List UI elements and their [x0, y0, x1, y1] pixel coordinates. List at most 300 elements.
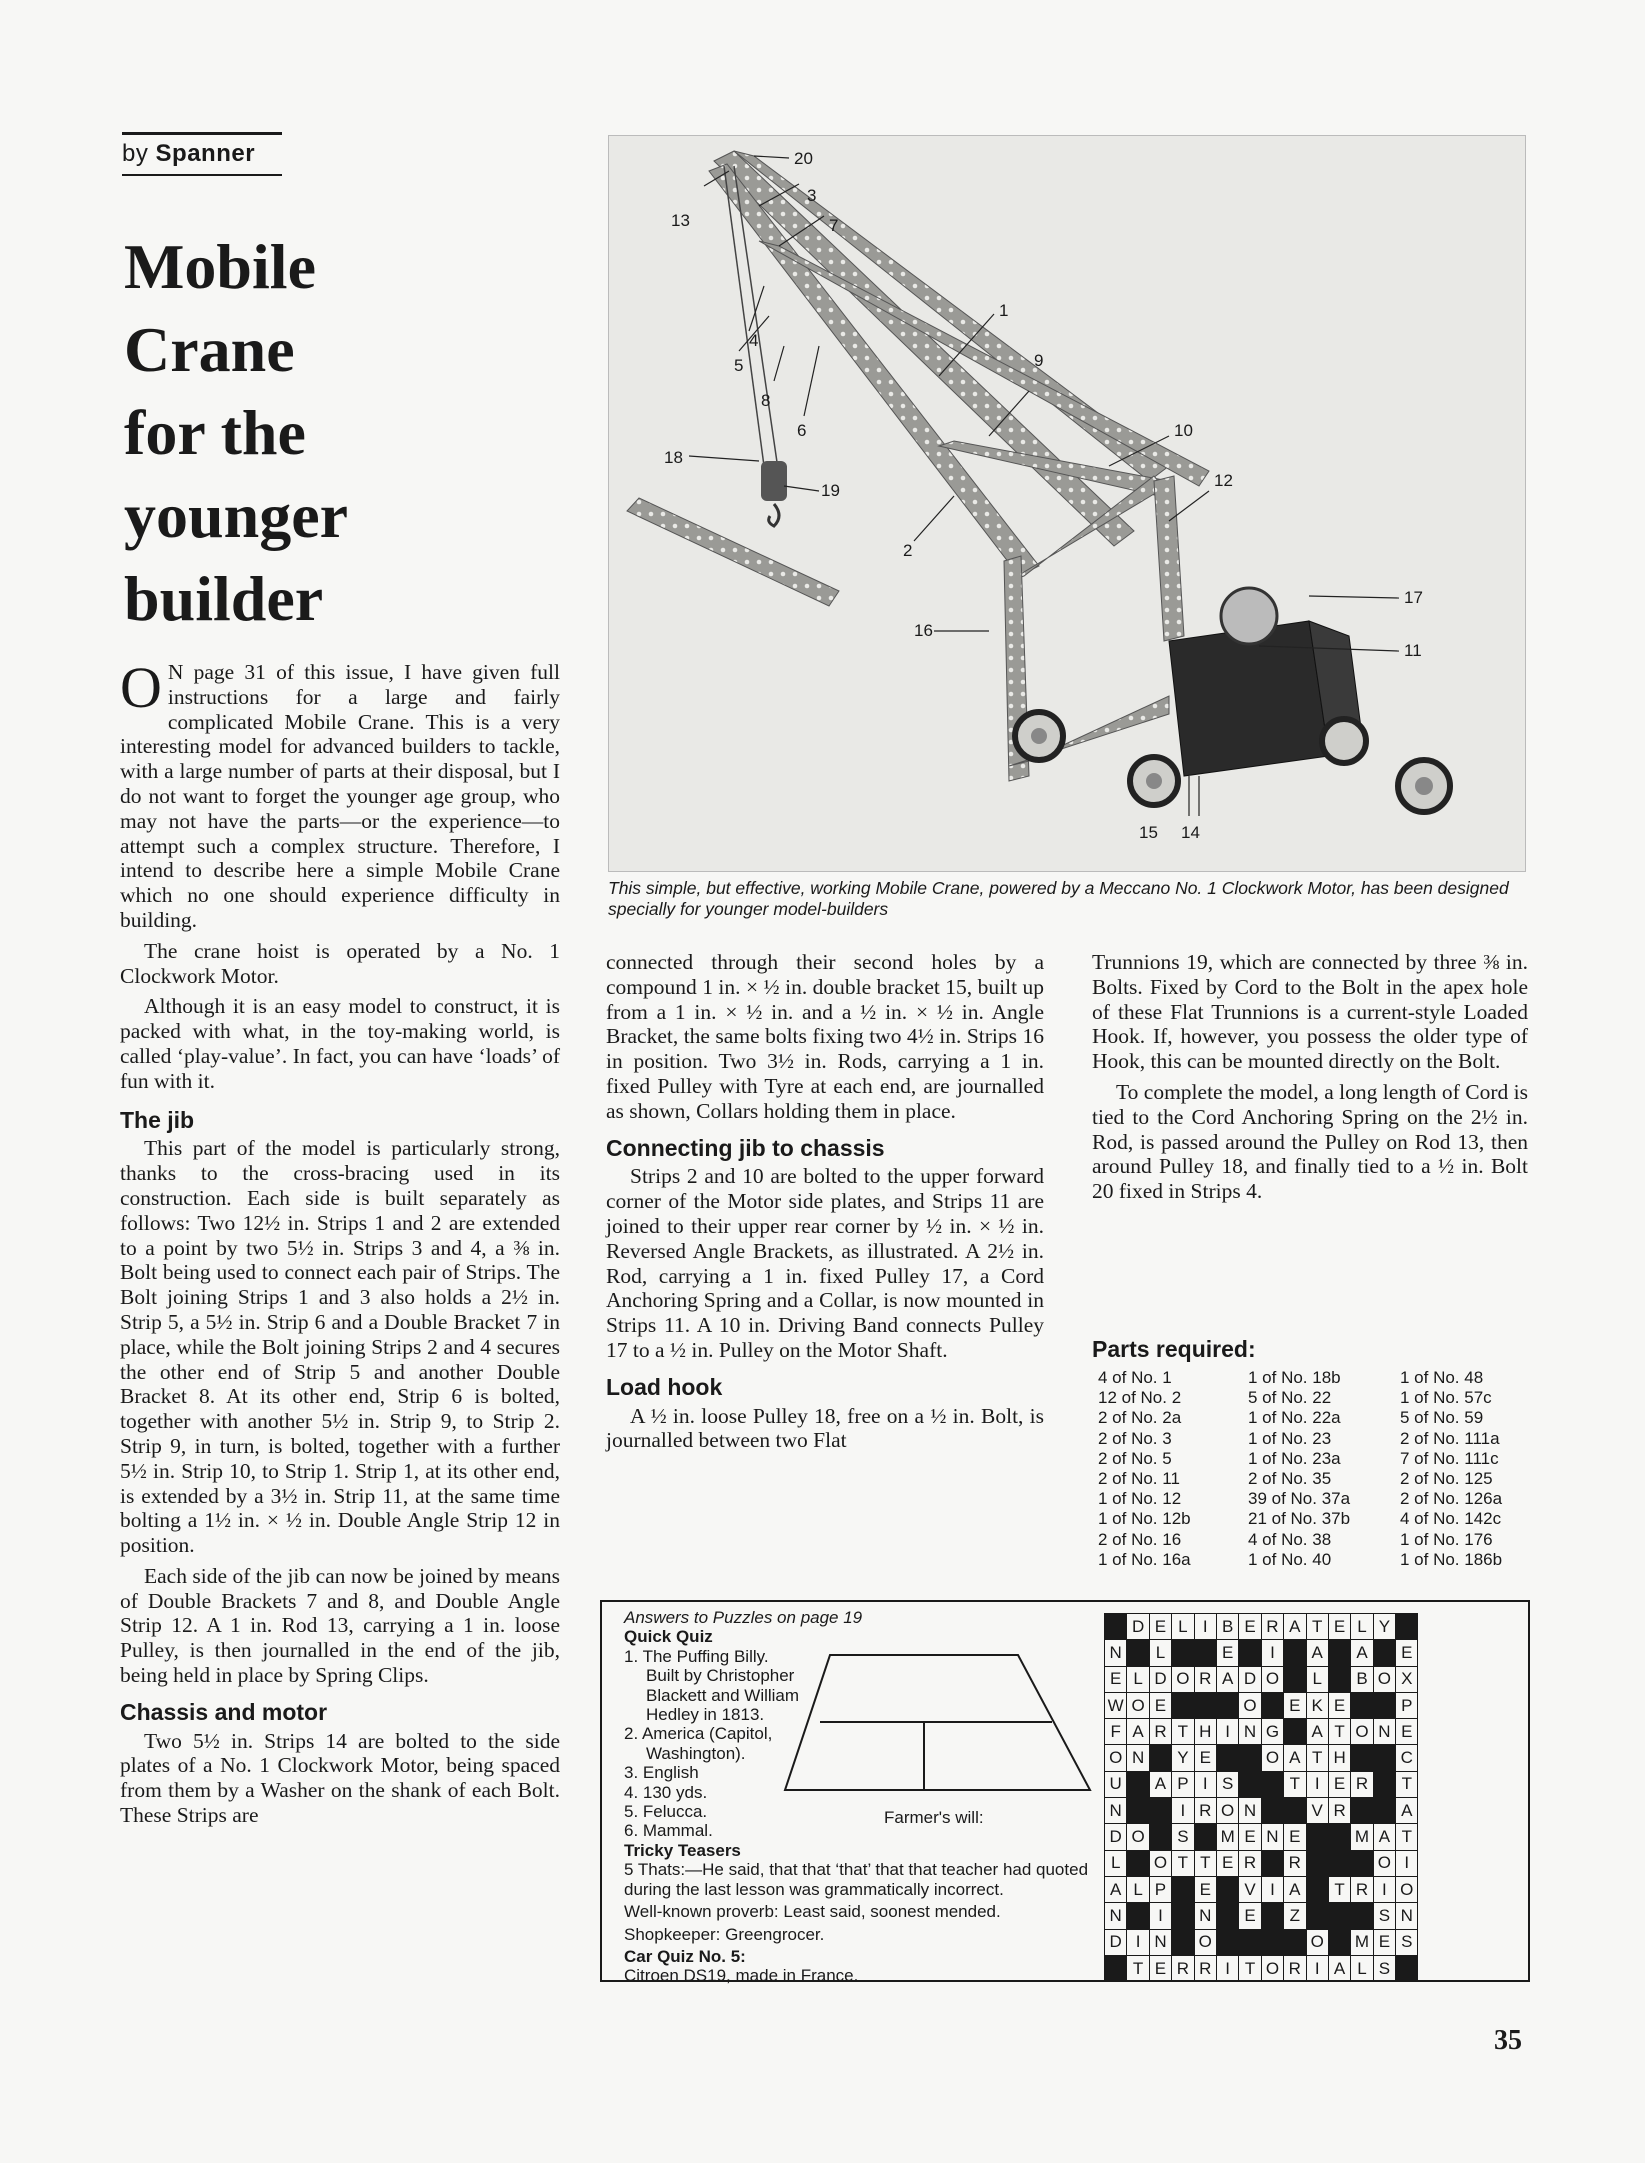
section-heading-chassis: Chassis and motor	[120, 1698, 328, 1725]
body-paragraph: To complete the model, a long length of Cord is tied to the Cord Anchoring Spring on the 2½ in. Rod, is passed around the Pulley on Rod 13, then around Pulley 18, and finally tied to a ½ in. Bolt 20 fixed in Strips 4.	[1092, 1079, 1528, 1204]
parts-heading: Parts required:	[1092, 1336, 1256, 1362]
crossword-black-square	[1373, 1692, 1395, 1718]
farmers-will-diagram	[780, 1640, 1100, 1815]
parts-column-3	[1400, 1368, 1530, 1570]
part-item: 7 of No. 111c	[1400, 1448, 1499, 1468]
crossword-black-square	[1306, 1903, 1328, 1929]
crossword-black-square	[1396, 1614, 1418, 1640]
body-paragraph: Two 5½ in. Strips 14 are bolted to the side plates of a No. 1 Clockwork Motor, being spaced from them by a Washer on the shank of each Bolt. These Strips are	[120, 1728, 560, 1828]
crossword-black-square	[1149, 1745, 1171, 1771]
byline-underline	[122, 174, 282, 176]
crossword-black-square	[1373, 1798, 1395, 1824]
crossword-black-square	[1172, 1929, 1194, 1955]
crossword-black-square	[1306, 1850, 1328, 1876]
crossword-solution	[1104, 1613, 1418, 1982]
quiz-answer: Washington).	[646, 1743, 746, 1763]
crane-illustration	[609, 136, 1525, 871]
part-item: 1 of No. 48	[1400, 1368, 1484, 1387]
part-item: 1 of No. 176	[1400, 1529, 1493, 1549]
photo-label: 4	[749, 331, 759, 350]
teaser-answer: Shopkeeper: Greengrocer.	[624, 1924, 825, 1944]
photo-label: 9	[1034, 351, 1044, 370]
crossword-letter: A	[1284, 1745, 1306, 1771]
photo-label: 1	[999, 301, 1009, 320]
crossword-letter: E	[1194, 1876, 1216, 1902]
photo-label: 5	[734, 356, 744, 375]
part-item: 1 of No. 12	[1098, 1489, 1182, 1509]
part-item: 2 of No. 125	[1400, 1469, 1493, 1489]
crossword-black-square	[1172, 1903, 1194, 1929]
crossword-black-square	[1127, 1640, 1149, 1666]
crossword-letter: R	[1284, 1955, 1306, 1981]
page-number: 35	[1494, 2025, 1522, 2056]
section-heading-jib: The jib	[120, 1106, 195, 1133]
crossword-black-square	[1396, 1955, 1418, 1981]
car-quiz-heading: Car Quiz No. 5:	[624, 1946, 746, 1966]
crossword-letter: U	[1105, 1771, 1127, 1797]
crossword-letter: E	[1396, 1719, 1418, 1745]
crossword-letter: D	[1127, 1614, 1149, 1640]
part-item: 1 of No. 12b	[1098, 1509, 1191, 1529]
crossword-black-square	[1351, 1692, 1373, 1718]
crossword-black-square	[1261, 1903, 1283, 1929]
crossword-black-square	[1351, 1903, 1373, 1929]
photo-label: 10	[1174, 421, 1193, 440]
crossword-letter: M	[1216, 1824, 1238, 1850]
crossword-letter: L	[1172, 1614, 1194, 1640]
crossword-letter: O	[1194, 1929, 1216, 1955]
crossword-letter: L	[1149, 1640, 1171, 1666]
crossword-black-square	[1239, 1929, 1261, 1955]
crossword-row	[1105, 1745, 1418, 1771]
crossword-letter: O	[1261, 1666, 1283, 1692]
crossword-letter: V	[1306, 1798, 1328, 1824]
crossword-letter: O	[1149, 1850, 1171, 1876]
part-item: 21 of No. 37b	[1248, 1509, 1351, 1529]
crossword-black-square	[1194, 1640, 1216, 1666]
crossword-letter: N	[1149, 1929, 1171, 1955]
crossword-letter: I	[1127, 1929, 1149, 1955]
crossword-row	[1105, 1955, 1418, 1981]
crossword-letter: O	[1172, 1666, 1194, 1692]
tricky-teasers-heading: Tricky Teasers	[624, 1840, 741, 1860]
crossword-row	[1105, 1771, 1418, 1797]
crossword-black-square	[1284, 1929, 1306, 1955]
part-item: 1 of No. 186b	[1400, 1549, 1503, 1569]
crossword-letter: T	[1172, 1850, 1194, 1876]
crossword-black-square	[1172, 1876, 1194, 1902]
crossword-letter: E	[1328, 1614, 1350, 1640]
crossword-black-square	[1261, 1771, 1283, 1797]
crossword-black-square	[1194, 1692, 1216, 1718]
crossword-black-square	[1149, 1798, 1171, 1824]
crossword-letter: A	[1306, 1640, 1328, 1666]
crossword-letter: T	[1284, 1771, 1306, 1797]
part-item: 2 of No. 111a	[1400, 1428, 1500, 1448]
crossword-letter: A	[1306, 1719, 1328, 1745]
crossword-letter: N	[1194, 1903, 1216, 1929]
photo-label: 19	[821, 481, 840, 500]
crossword-letter: R	[1194, 1798, 1216, 1824]
part-item: 39 of No. 37a	[1248, 1489, 1351, 1509]
part-item: 5 of No. 22	[1248, 1388, 1332, 1408]
crossword-letter: V	[1239, 1876, 1261, 1902]
crossword-letter: L	[1127, 1666, 1149, 1692]
crossword-letter: G	[1261, 1719, 1283, 1745]
answers-title: Answers to Puzzles on page 19	[624, 1608, 863, 1627]
crossword-black-square	[1328, 1640, 1350, 1666]
crossword-letter: E	[1328, 1771, 1350, 1797]
crossword-black-square	[1127, 1903, 1149, 1929]
part-item: 1 of No. 57c	[1400, 1388, 1492, 1408]
crossword-letter: S	[1373, 1955, 1395, 1981]
crossword-letter: O	[1127, 1692, 1149, 1718]
crossword-letter: H	[1194, 1719, 1216, 1745]
quiz-answer: 4. 130 yds.	[624, 1782, 708, 1802]
crossword-letter: S	[1172, 1824, 1194, 1850]
crossword-letter: Y	[1172, 1745, 1194, 1771]
byline-prefix: by	[122, 140, 149, 167]
crossword-black-square	[1127, 1850, 1149, 1876]
byline-top-rule	[122, 132, 282, 135]
title-line: Crane	[124, 314, 295, 385]
crossword-letter: L	[1306, 1666, 1328, 1692]
quiz-answer: 5. Felucca.	[624, 1802, 708, 1822]
photo-label: 3	[807, 186, 817, 205]
crossword-letter: T	[1306, 1745, 1328, 1771]
crossword-letter: E	[1216, 1850, 1238, 1876]
crossword-letter: O	[1373, 1850, 1395, 1876]
crossword-letter: A	[1216, 1666, 1238, 1692]
crossword-row	[1105, 1692, 1418, 1718]
part-item: 4 of No. 1	[1098, 1368, 1172, 1387]
crossword-letter: O	[1351, 1719, 1373, 1745]
crossword-black-square	[1239, 1771, 1261, 1797]
part-item: 2 of No. 5	[1098, 1448, 1172, 1468]
column-2	[606, 950, 1044, 1453]
crossword-letter: E	[1373, 1929, 1395, 1955]
crossword-letter: R	[1261, 1614, 1283, 1640]
part-item: 1 of No. 18b	[1248, 1368, 1341, 1387]
crossword-letter: O	[1105, 1745, 1127, 1771]
crossword-letter: R	[1351, 1771, 1373, 1797]
quiz-answer: 2. America (Capitol,	[624, 1724, 773, 1744]
crossword-letter: E	[1149, 1692, 1171, 1718]
body-paragraph: Each side of the jib can now be joined by means of Double Brackets 7 and 8, and Double Angle Strip 12. A 1 in. Rod 13, carrying a 1 in. loose Pulley, is then journalled in the end of the jib, being held in place by Spring Clips.	[120, 1563, 560, 1688]
crossword-letter: B	[1351, 1666, 1373, 1692]
byline	[122, 140, 255, 168]
crossword-black-square	[1328, 1850, 1350, 1876]
part-item: 2 of No. 2a	[1098, 1408, 1182, 1428]
section-heading-load-hook: Load hook	[606, 1373, 723, 1400]
crossword-letter: D	[1149, 1666, 1171, 1692]
crossword-letter: R	[1194, 1955, 1216, 1981]
part-item: 4 of No. 38	[1248, 1529, 1332, 1549]
crossword-row	[1105, 1929, 1418, 1955]
crossword-black-square	[1328, 1929, 1350, 1955]
crane-photo	[608, 135, 1526, 872]
parts-column-1	[1098, 1368, 1248, 1570]
section-heading-connecting: Connecting jib to chassis	[606, 1134, 885, 1161]
crossword-letter: A	[1373, 1824, 1395, 1850]
photo-label: 16	[914, 621, 933, 640]
part-item: 12 of No. 2	[1098, 1388, 1182, 1408]
photo-label: 12	[1214, 471, 1233, 490]
crossword-letter: S	[1396, 1929, 1418, 1955]
crossword-letter: E	[1396, 1640, 1418, 1666]
crossword-letter: A	[1284, 1614, 1306, 1640]
crossword-black-square	[1149, 1824, 1171, 1850]
crossword-letter: O	[1127, 1824, 1149, 1850]
crossword-black-square	[1127, 1798, 1149, 1824]
crossword-black-square	[1127, 1771, 1149, 1797]
crossword-row	[1105, 1876, 1418, 1902]
part-item: 1 of No. 22a	[1248, 1408, 1341, 1428]
crossword-black-square	[1261, 1929, 1283, 1955]
photo-label: 15	[1139, 823, 1158, 842]
crossword-black-square	[1216, 1876, 1238, 1902]
crossword-letter: N	[1261, 1824, 1283, 1850]
crossword-letter: I	[1261, 1876, 1283, 1902]
crossword-black-square	[1373, 1771, 1395, 1797]
article-title	[124, 225, 544, 640]
crossword-letter: T	[1396, 1824, 1418, 1850]
crossword-black-square	[1216, 1692, 1238, 1718]
title-line: builder	[124, 563, 324, 634]
crossword-black-square	[1261, 1692, 1283, 1718]
intro-paragraph: O N page 31 of this issue, I have given full instructions for a large and fairly complicated Mobile Crane. This is a very interesting model for advanced builders to tackle, with a large number of parts at their disposal, but I do not want to forget the younger age group, who may not have the parts—or the experience—to attempt such a complex structure. Therefore, I intend to describe here a simple Mobile Crane which no one should experience difficulty in building.	[120, 655, 560, 932]
teaser-answer: Well-known proverb: Least said, soonest mended.	[624, 1902, 1001, 1922]
crossword-black-square	[1194, 1824, 1216, 1850]
quiz-answer: 3. English	[624, 1763, 699, 1783]
crossword-letter: L	[1351, 1614, 1373, 1640]
crossword-letter: E	[1216, 1640, 1238, 1666]
quiz-answer: Blackett and William	[646, 1685, 800, 1705]
column-1	[120, 655, 560, 1828]
photo-label: 14	[1181, 823, 1200, 842]
crossword-row	[1105, 1903, 1418, 1929]
crossword-letter: O	[1261, 1745, 1283, 1771]
crossword-black-square	[1351, 1745, 1373, 1771]
crossword-letter: O	[1239, 1692, 1261, 1718]
crossword-letter: E	[1239, 1903, 1261, 1929]
crossword-letter: E	[1149, 1955, 1171, 1981]
crossword-letter: A	[1149, 1771, 1171, 1797]
crossword-row	[1105, 1850, 1418, 1876]
quiz-answer: Built by Christopher	[646, 1666, 795, 1686]
crossword-letter: P	[1172, 1771, 1194, 1797]
crossword-black-square	[1306, 1876, 1328, 1902]
part-item: 1 of No. 40	[1248, 1549, 1332, 1569]
part-item: 2 of No. 35	[1248, 1469, 1332, 1489]
crossword-letter: I	[1216, 1719, 1238, 1745]
crossword-black-square	[1172, 1692, 1194, 1718]
part-item: 5 of No. 59	[1400, 1408, 1484, 1428]
parts-column-2	[1248, 1368, 1398, 1570]
crossword-letter: P	[1149, 1876, 1171, 1902]
part-item: 1 of No. 23	[1248, 1428, 1332, 1448]
crossword-letter: O	[1396, 1876, 1418, 1902]
crossword-letter: O	[1216, 1798, 1238, 1824]
crossword-letter: I	[1172, 1798, 1194, 1824]
body-paragraph: Although it is an easy model to construct, it is packed with what, in the toy-making world, is called ‘play-value’. In fact, you can have ‘loads’ of fun with it.	[120, 994, 560, 1093]
photo-label: 7	[829, 216, 839, 235]
crossword-letter: T	[1396, 1771, 1418, 1797]
crossword-row	[1105, 1640, 1418, 1666]
crossword-black-square	[1373, 1745, 1395, 1771]
crossword-letter: N	[1127, 1745, 1149, 1771]
crossword-letter: R	[1172, 1955, 1194, 1981]
crossword-letter: T	[1172, 1719, 1194, 1745]
crossword-letter: T	[1239, 1955, 1261, 1981]
crossword-letter: N	[1239, 1719, 1261, 1745]
crossword-letter: E	[1239, 1824, 1261, 1850]
crossword-letter: N	[1396, 1903, 1418, 1929]
part-item: 2 of No. 3	[1098, 1428, 1172, 1448]
crossword-letter: N	[1239, 1798, 1261, 1824]
crossword-letter: R	[1194, 1666, 1216, 1692]
crossword-black-square	[1105, 1955, 1127, 1981]
crossword-letter: F	[1105, 1719, 1127, 1745]
crossword-letter: O	[1261, 1955, 1283, 1981]
photo-caption: This simple, but effective, working Mobile Crane, powered by a Meccano No. 1 Clockwork Motor, has been designed specially for younger model-builders	[608, 878, 1509, 919]
crossword-letter: N	[1105, 1640, 1127, 1666]
crossword-letter: L	[1105, 1850, 1127, 1876]
crossword-black-square	[1328, 1903, 1350, 1929]
crossword-letter: A	[1127, 1719, 1149, 1745]
crossword-letter: M	[1351, 1824, 1373, 1850]
crossword-letter: I	[1306, 1955, 1328, 1981]
body-paragraph: Strips 2 and 10 are bolted to the upper forward corner of the Motor side plates, and Strips 11 are joined to their upper rear corner by ½ in. × ½ in. Reversed Angle Brackets, as illustrated. A 2½ in. Rod, carrying a 1 in. fixed Pulley 17, a Cord Anchoring Spring and a Collar, is now mounted in Strips 11. A 10 in. Driving Band connects Pulley 17 to a ½ in. Pulley on the Motor Shaft.	[606, 1164, 1044, 1362]
crossword-letter: E	[1149, 1614, 1171, 1640]
quiz-answer: Hedley in 1813.	[646, 1705, 765, 1725]
crossword-letter: I	[1306, 1771, 1328, 1797]
crossword-letter: E	[1105, 1666, 1127, 1692]
crossword-row	[1105, 1824, 1418, 1850]
part-item: 1 of No. 23a	[1248, 1448, 1341, 1468]
crossword-letter: R	[1328, 1798, 1350, 1824]
crossword-letter: E	[1284, 1692, 1306, 1718]
quick-quiz-heading: Quick Quiz	[624, 1627, 713, 1647]
crossword-letter: I	[1261, 1640, 1283, 1666]
crossword-letter: T	[1328, 1876, 1350, 1902]
crossword-letter: T	[1194, 1850, 1216, 1876]
body-paragraph: connected through their second holes by a compound 1 in. × ½ in. double bracket 15, built up from a 1 in. × ½ in. and a ½ in. × ½ in. Angle Bracket, the same bolts fixing two 4½ in. Strips 16 in position. Two 3½ in. Rods, carrying a 1 in. fixed Pulley with Tyre at each end, are journalled as shown, Collars holding them in place.	[606, 950, 1044, 1123]
crossword-letter: I	[1373, 1876, 1395, 1902]
crossword-row	[1105, 1719, 1418, 1745]
column-3	[1092, 950, 1528, 1204]
crossword-letter: A	[1284, 1876, 1306, 1902]
photo-label: 6	[797, 421, 807, 440]
byline-author: Spanner	[155, 140, 256, 167]
crossword-letter: H	[1328, 1745, 1350, 1771]
crossword-row	[1105, 1614, 1418, 1640]
crossword-black-square	[1351, 1850, 1373, 1876]
crossword-row	[1105, 1798, 1418, 1824]
crossword-black-square	[1284, 1640, 1306, 1666]
crossword-black-square	[1216, 1903, 1238, 1929]
crossword-letter: N	[1105, 1903, 1127, 1929]
crossword-letter: E	[1328, 1692, 1350, 1718]
crossword-letter: R	[1149, 1719, 1171, 1745]
crossword-letter: O	[1373, 1666, 1395, 1692]
teaser-answer: 5 Thats:—He said, that that ‘that’ that that teacher had quoted during the last lesson was grammatically incorrect.	[624, 1860, 1089, 1899]
crossword-letter: T	[1306, 1614, 1328, 1640]
crossword-black-square	[1328, 1666, 1350, 1692]
crossword-letter: M	[1351, 1929, 1373, 1955]
part-item: 2 of No. 16	[1098, 1529, 1182, 1549]
crossword-black-square	[1284, 1666, 1306, 1692]
crossword-letter: E	[1194, 1745, 1216, 1771]
crossword-letter: I	[1216, 1955, 1238, 1981]
crossword-letter: Z	[1284, 1903, 1306, 1929]
crossword-letter: A	[1105, 1876, 1127, 1902]
crossword-letter: Y	[1373, 1614, 1395, 1640]
crossword-letter: I	[1396, 1850, 1418, 1876]
crossword-letter: D	[1105, 1929, 1127, 1955]
crossword-black-square	[1105, 1614, 1127, 1640]
crossword-black-square	[1306, 1824, 1328, 1850]
body-paragraph: Trunnions 19, which are connected by three ⅜ in. Bolts. Fixed by Cord to the Bolt in the apex hole of these Flat Trunnions is a current-style Loaded Hook. If, however, you possess the older type of Hook, this can be mounted directly on the Bolt.	[1092, 950, 1528, 1074]
body-paragraph: The crane hoist is operated by a No. 1 Clockwork Motor.	[120, 938, 560, 988]
photo-label: 17	[1404, 588, 1423, 607]
crossword-black-square	[1216, 1929, 1238, 1955]
crossword-letter: R	[1239, 1850, 1261, 1876]
crossword-letter: D	[1239, 1666, 1261, 1692]
crossword-letter: B	[1216, 1614, 1238, 1640]
crossword-black-square	[1239, 1745, 1261, 1771]
crossword-letter: P	[1396, 1692, 1418, 1718]
crossword-letter: A	[1351, 1640, 1373, 1666]
photo-label: 13	[671, 211, 690, 230]
crossword-letter: E	[1284, 1824, 1306, 1850]
crossword-letter: N	[1373, 1719, 1395, 1745]
quiz-answer: 1. The Puffing Billy.	[624, 1646, 769, 1666]
photo-label: 20	[794, 149, 813, 168]
crossword-black-square	[1261, 1850, 1283, 1876]
part-item: 1 of No. 16a	[1098, 1549, 1191, 1569]
crossword-letter: R	[1351, 1876, 1373, 1902]
crossword-letter: S	[1216, 1771, 1238, 1797]
crossword-black-square	[1261, 1798, 1283, 1824]
part-item: 2 of No. 11	[1098, 1469, 1180, 1489]
crossword-black-square	[1328, 1824, 1350, 1850]
crossword-letter: A	[1396, 1798, 1418, 1824]
body-paragraph: This part of the model is particularly strong, thanks to the cross-bracing used in its construction. Each side is built separately as follows: Two 12½ in. Strips 1 and 2 are extended to a point by two 5½ in. Strips 3 and 4, a ⅜ in. Bolt being used to connect each pair of Strips. The Bolt joining Strips 1 and 3 also holds a 2½ in. Strip 5, a 5½ in. Strip 6 and a Double Bracket 7 in place, while the Bolt joining Strips 2 and 4 secures the other end of Strip 5 and another Double Bracket 8. At its other end, Strip 6 is bolted, together with another 5½ in. Strip 9, to Strip 2. Strip 9, in turn, is bolted, together with a further 5½ in. Strip 10, to Strip 1. Strip 1, at its other end, is extended by a 3½ in. Strip 11, at the same time bolting a 1½ in. × ½ in. Double Angle Strip 12 in position.	[120, 1136, 560, 1558]
crossword-black-square	[1284, 1719, 1306, 1745]
crossword-letter: W	[1105, 1692, 1127, 1718]
crossword-letter: X	[1396, 1666, 1418, 1692]
photo-label: 2	[903, 541, 913, 560]
crossword-letter: D	[1105, 1824, 1127, 1850]
crossword-black-square	[1172, 1640, 1194, 1666]
crossword-letter: N	[1105, 1798, 1127, 1824]
crossword-black-square	[1373, 1640, 1395, 1666]
crossword-letter: L	[1127, 1876, 1149, 1902]
crossword-letter: O	[1306, 1929, 1328, 1955]
crossword-black-square	[1284, 1798, 1306, 1824]
quiz-answer: 6. Mammal.	[624, 1821, 713, 1841]
crossword-letter: I	[1149, 1903, 1171, 1929]
part-item: 4 of No. 142c	[1400, 1509, 1502, 1529]
crossword-row	[1105, 1666, 1418, 1692]
crossword-letter: A	[1328, 1955, 1350, 1981]
crossword-letter: C	[1396, 1745, 1418, 1771]
crossword-letter: E	[1239, 1614, 1261, 1640]
crossword-letter: K	[1306, 1692, 1328, 1718]
car-quiz-answer: Citroen DS19, made in France.	[624, 1966, 859, 1986]
crossword-black-square	[1351, 1798, 1373, 1824]
